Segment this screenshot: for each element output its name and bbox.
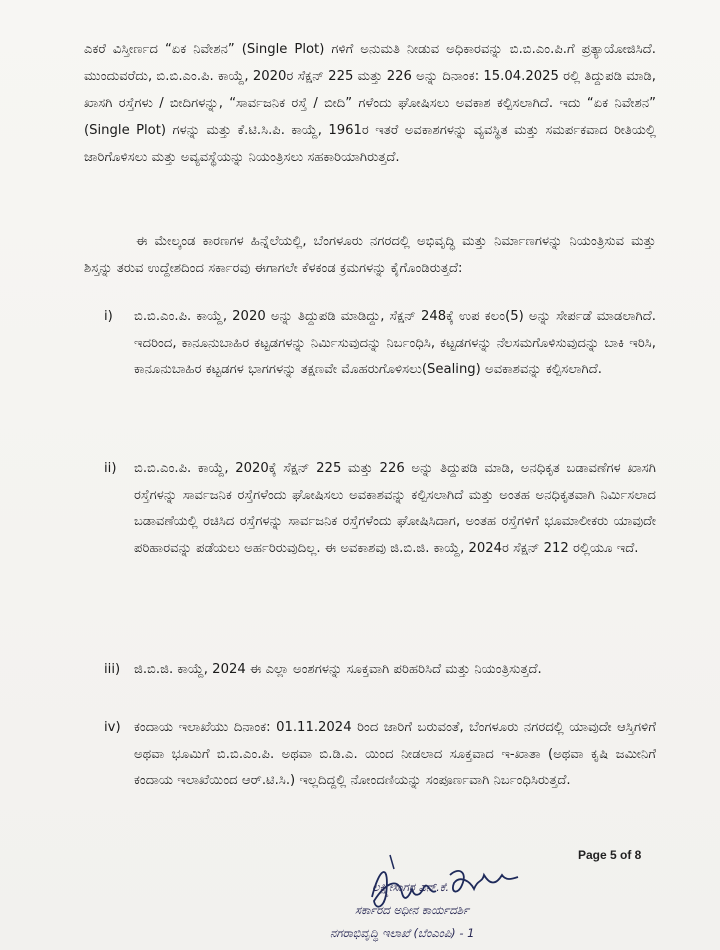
list-item-text: ಕಂದಾಯ ಇಲಾಖೆಯು ದಿನಾಂಕ: 01.11.2024 ರಿಂದ ಜಾರಿಗೆ ಬರುವಂತೆ, ಬೆಂಗಳೂರು ನಗರದಲ್ಲಿ ಯಾವುದೇ ಆಸ್ತಿಗಳಿಗೆ ಅಥವಾ ಭೂಮಿಗೆ ಬಿ.ಬಿ.ಎಂ.ಪಿ. ಅಥವಾ ಬಿ.ಡಿ.ಎ. ಯಿಂದ ನೀಡಲಾದ ಸೂಕ್ತವಾದ ಇ-ಖಾತಾ (ಅಥವಾ ಕೃಷಿ ಜಮೀನಿಗೆ ಕಂದಾಯ ಇಲಾಖೆಯಿಂದ ಆರ್.ಟಿ.ಸಿ.) ಇಲ್ಲದಿದ್ದಲ್ಲಿ ನೋಂದಣಿಯನ್ನು ಸಂಪೂರ್ಣವಾಗಿ ನಿರ್ಬಂಧಿಸಿರುತ್ತದೆ.: [134, 720, 656, 788]
signatory-department: ನಗರಾಭಿವೃದ್ಧಿ ಇಲಾಖೆ (ಬೆಂಎಂಪಿ) - 1: [330, 926, 475, 940]
list-item-text: ಬಿ.ಬಿ.ಎಂ.ಪಿ. ಕಾಯ್ದೆ, 2020 ಅನ್ನು ತಿದ್ದುಪಡಿ ಮಾಡಿದ್ದು, ಸೆಕ್ಷನ್ 248ಕ್ಕೆ ಉಪ ಕಲಂ(5) ಅನ್ನು ಸೇರ್ಪಡೆ ಮಾಡಲಾಗಿದೆ. ಇದರಿಂದ, ಕಾನೂನುಬಾಹಿರ ಕಟ್ಟಡಗಳನ್ನು ನಿರ್ಮಿಸುವುದನ್ನು ನಿರ್ಬಂಧಿಸಿ, ಕಟ್ಟಡಗಳನ್ನು ನೆಲಸಮಗೊಳಿಸುವುದನ್ನು ಬಾಕಿ ಇರಿಸಿ, ಕಾನೂನುಬಾಹಿರ ಕಟ್ಟಡಗಳ ಭಾಗಗಳನ್ನು ತಕ್ಷಣವೇ ಮೊಹರುಗೊಳಿಸಲು(Sealing) ಅವಕಾಶವನ್ನು ಕಲ್ಪಿಸಲಾಗಿದೆ.: [134, 309, 656, 377]
page-number: Page 5 of 8: [578, 848, 642, 862]
body-paragraph-2: ಈ ಮೇಲ್ಕಂಡ ಕಾರಣಗಳ ಹಿನ್ನೆಲೆಯಲ್ಲಿ, ಬೆಂಗಳೂರು ನಗರದಲ್ಲಿ ಅಭಿವೃದ್ಧಿ ಮತ್ತು ನಿರ್ಮಾಣಗಳನ್ನು ನಿಯಂತ್ರಿಸುವ ಮತ್ತು ಶಿಸ್ತನ್ನು ತರುವ ಉದ್ದೇಶದಿಂದ ಸರ್ಕಾರವು ಈಗಾಗಲೇ ಕೆಳಕಂಡ ಕ್ರಮಗಳನ್ನು ಕೈಗೊಂಡಿರುತ್ತದೆ:: [84, 234, 656, 276]
list-item-number: iii): [104, 662, 121, 677]
signatory-designation: ಸರ್ಕಾರದ ಅಧೀನ ಕಾರ್ಯದರ್ಶಿ: [355, 903, 470, 917]
list-item-number: i): [104, 309, 113, 324]
body-paragraph-1: ಎಕರೆ ವಿಸ್ತೀರ್ಣದ “ಏಕ ನಿವೇಶನ” (Single Plot) ಗಳಿಗೆ ಅನುಮತಿ ನೀಡುವ ಅಧಿಕಾರವನ್ನು ಬಿ.ಬಿ.ಎಂ.ಪಿ.ಗೆ ಪ್ರತ್ಯಾಯೋಜಿಸಿದೆ. ಮುಂದುವರೆದು, ಬಿ.ಬಿ.ಎಂ.ಪಿ. ಕಾಯ್ದೆ, 2020ರ ಸೆಕ್ಷನ್ 225 ಮತ್ತು 226 ಅನ್ನು ದಿನಾಂಕ: 15.04.2025 ರಲ್ಲಿ ತಿದ್ದುಪಡಿ ಮಾಡಿ, ಖಾಸಗಿ ರಸ್ತೆಗಳು / ಬೀದಿಗಳನ್ನು, “ಸಾರ್ವಜನಿಕ ರಸ್ತೆ / ಬೀದಿ” ಗಳೆಂದು ಘೋಷಿಸಲು ಅವಕಾಶ ಕಲ್ಪಿಸಲಾಗಿದೆ. ಇದು “ಏಕ ನಿವೇಶನ” (Single Plot) ಗಳನ್ನು ಮತ್ತು ಕೆ.ಟಿ.ಸಿ.ಪಿ. ಕಾಯ್ದೆ, 1961ರ ಇತರೆ ಅವಕಾಶಗಳನ್ನು ವ್ಯವಸ್ಥಿತ ಮತ್ತು ಸಮರ್ಪಕವಾದ ರೀತಿಯಲ್ಲಿ ಜಾರಿಗೊಳಿಸಲು ಮತ್ತು ಅವ್ಯವಸ್ಥೆಯನ್ನು ನಿಯಂತ್ರಿಸಲು ಸಹಕಾರಿಯಾಗಿರುತ್ತದೆ.: [84, 42, 656, 165]
list-item-number: ii): [104, 461, 117, 476]
list-item-text: ಬಿ.ಬಿ.ಎಂ.ಪಿ. ಕಾಯ್ದೆ, 2020ಕ್ಕೆ ಸೆಕ್ಷನ್ 225 ಮತ್ತು 226 ಅನ್ನು ತಿದ್ದುಪಡಿ ಮಾಡಿ, ಅನಧಿಕೃತ ಬಡಾವಣೆಗಳ ಖಾಸಗಿ ರಸ್ತೆಗಳನ್ನು ಸಾರ್ವಜನಿಕ ರಸ್ತೆಗಳೆಂದು ಘೋಷಿಸಲು ಅವಕಾಶವನ್ನು ಕಲ್ಪಿಸಲಾಗಿದೆ ಮತ್ತು ಅಂತಹ ಅನಧಿಕೃತವಾಗಿ ನಿರ್ಮಿಸಲಾದ ಬಡಾವಣೆಯಲ್ಲಿ ರಚಿಸಿದ ರಸ್ತೆಗಳನ್ನು ಸಾರ್ವಜನಿಕ ರಸ್ತೆಗಳೆಂದು ಘೋಷಿಸಿದಾಗ, ಅಂತಹ ರಸ್ತೆಗಳಿಗೆ ಭೂಮಾಲೀಕರು ಯಾವುದೇ ಪರಿಹಾರವನ್ನು ಪಡೆಯಲು ಅರ್ಹರಿರುವುದಿಲ್ಲ. ಈ ಅವಕಾಶವು ಜಿ.ಬಿ.ಜಿ. ಕಾಯ್ದೆ, 2024ರ ಸೆಕ್ಷನ್ 212 ರಲ್ಲಿಯೂ ಇದೆ.: [134, 461, 656, 556]
list-item-number: iv): [104, 720, 121, 735]
signatory-name: ಲಕ್ಷ್ಮೀಸಾಗರ ಎನ್.ಕೆ.: [372, 880, 450, 894]
list-item-text: ಜಿ.ಬಿ.ಜಿ. ಕಾಯ್ದೆ, 2024 ಈ ಎಲ್ಲಾ ಅಂಶಗಳನ್ನು ಸೂಕ್ತವಾಗಿ ಪರಿಹರಿಸಿದೆ ಮತ್ತು ನಿಯಂತ್ರಿಸುತ್ತದೆ.: [134, 662, 542, 677]
